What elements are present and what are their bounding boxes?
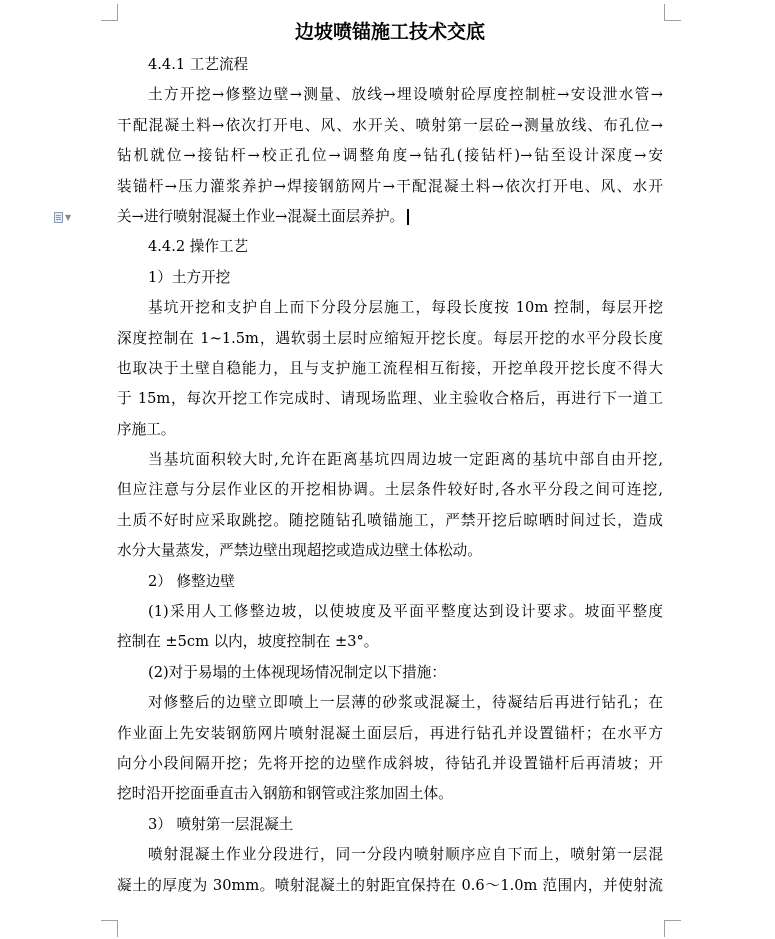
paragraph-line: 作业面上先安装钢筋网片喷射混凝土面层后，再进行钻孔并设置锚杆；在水平方 (117, 724, 663, 742)
paragraph-line-last (117, 202, 663, 232)
crop-mark-bottom-left (101, 920, 118, 937)
paragraph-line: 控制在 ±5cm 以内，坡度控制在 ±3°。 (117, 633, 379, 651)
paragraph-line: 当基坑面积较大时,允许在距离基坑四周边坡一定距离的基坑中部自由开挖, (148, 451, 663, 469)
paragraph-line: 干配混凝土料→依次打开电、风、水开关、喷射第一层砼→测量放线、布孔位→ (117, 116, 663, 134)
paragraph-line: 但应注意与分层作业区的开挖相协调。土层条件较好时,各水平分段之间可连挖, (117, 481, 663, 499)
document-page[interactable] (117, 14, 663, 901)
crop-mark-bottom-right (664, 920, 681, 937)
paragraph-line: 凝土的厚度为 30mm。喷射混凝土的射距宜保持在 0.6～1.0m 范围内，并使射流 (117, 876, 663, 894)
paragraph-text: 关→进行喷射混凝土作业→混凝土面层养护。 (117, 207, 405, 225)
paragraph-line: 装锚杆→压力灌浆养护→焊接钢筋网片→干配混凝土料→依次打开电、风、水开 (117, 177, 663, 195)
paragraph-line: 对修整后的边壁立即喷上一层薄的砂浆或混凝土，待凝结后再进行钻孔；在 (148, 694, 663, 712)
paragraph-line: (1)采用人工修整边坡，以使坡度及平面平整度达到设计要求。坡面平整度 (148, 603, 663, 621)
paragraph-line: 向分小段间隔开挖；先将开挖的边壁作成斜坡，待钻孔并设置锚杆后再清坡；开 (117, 754, 663, 772)
paragraph-options-icon (54, 212, 63, 223)
text-cursor (407, 209, 409, 225)
crop-mark-top-left (101, 4, 118, 21)
subsection-heading: 2） 修整边壁 (148, 572, 235, 590)
paragraph-options-button[interactable] (54, 212, 71, 223)
section-heading: 4.4.2 操作工艺 (148, 238, 249, 256)
paragraph-line: 也取决于土壁自稳能力，且与支护施工流程相互衔接，开挖单段开挖长度不得大 (117, 359, 663, 377)
paragraph-line: 于 15m，每次开挖工作完成时、请现场监理、业主验收合格后，再进行下一道工 (117, 390, 663, 408)
paragraph-line: 土质不好时应采取跳挖。随挖随钻孔喷锚施工，严禁开挖后晾晒时间过长，造成 (117, 511, 663, 529)
paragraph-line: 基坑开挖和支护自上而下分段分层施工，每段长度按 10m 控制，每层开挖 (148, 299, 663, 317)
paragraph-line: 深度控制在 1~1.5m，遇软弱土层时应缩短开挖长度。每层开挖的水平分段长度 (117, 329, 663, 347)
subsection-heading: 1）土方开挖 (148, 268, 231, 286)
document-title: 边坡喷锚施工技术交底 (294, 21, 485, 43)
crop-mark-top-right (664, 4, 681, 21)
paragraph-line: (2)对于易塌的土体视现场情况制定以下措施： (148, 663, 446, 681)
paragraph-line: 挖时沿开挖面垂直击入钢筋和钢管或注浆加固土体。 (117, 785, 453, 803)
chevron-down-icon: ▼ (65, 213, 72, 222)
paragraph-line: 序施工。 (117, 420, 176, 438)
paragraph-line: 喷射混凝土作业分段进行，同一分段内喷射顺序应自下而上，喷射第一层混 (148, 846, 663, 864)
paragraph-line: 水分大量蒸发，严禁边壁出现超挖或造成边壁土体松动。 (117, 542, 482, 560)
subsection-heading: 3） 喷射第一层混凝土 (148, 815, 294, 833)
paragraph-line: 钻机就位→接钻杆→校正孔位→调整角度→钻孔(接钻杆)→钻至设计深度→安 (117, 147, 663, 165)
section-heading: 4.4.1 工艺流程 (148, 56, 249, 73)
paragraph-line: 土方开挖→修整边壁→测量、放线→埋设喷射砼厚度控制桩→安设泄水管→ (148, 86, 663, 104)
